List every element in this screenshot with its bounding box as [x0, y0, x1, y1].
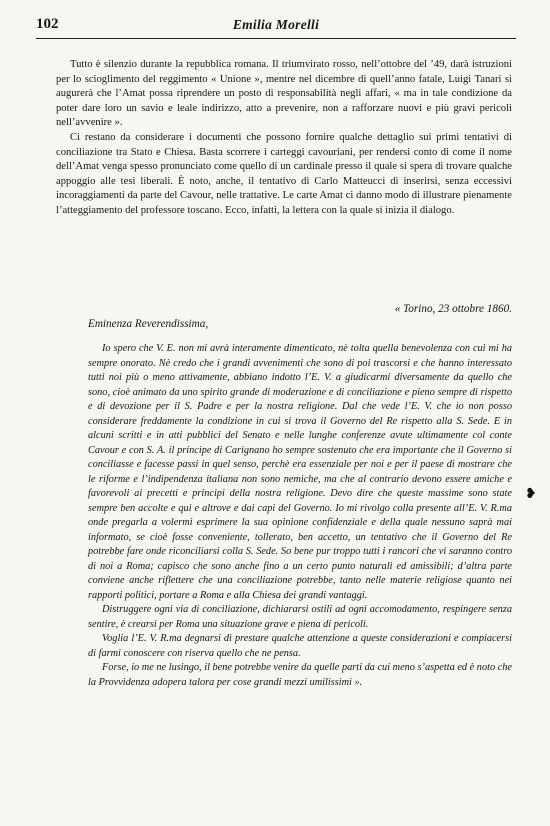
letter-dateline: « Torino, 23 ottobre 1860. [394, 303, 512, 315]
letter-salutation: Eminenza Reverendissima, [88, 318, 209, 330]
letter-paragraph-4: Forse, io me ne lusingo, il bene potrebbe venire da quelle parti da cui meno s’aspetta ed è noto che la Provvidenza adopera talora per cose grandi mezzi umilissimi ». [88, 662, 512, 688]
running-title: Emilia Morelli [232, 17, 320, 32]
body-paragraph-1: Tutto è silenzio durante la repubblica romana. Il triumvirato rosso, nell’ottobre del ’49, darà istruzioni per lo scioglimento del reggimento « Unione », mentre nel dicembre di quell’anno fatale, Luigi Tanari si augurerà che l’Amat possa riprendere un posto di responsabilità negli affari, « ma in tale condizione da poter dare loro un savio e leale indirizzo, atto a prevenire, non a rafforzare nuovi e più gravi pericoli nell’avvenire ». [56, 59, 512, 129]
margin-mark-icon: ❥ [525, 487, 537, 502]
running-head [36, 16, 516, 39]
letter-paragraph-2: Distruggere ogni via di conciliazione, dichiararsi ostili ad ogni accomodamento, respingere senza sentire, è crearsi per Roma una situazione grave e piena di pericoli. [88, 604, 512, 630]
body-paragraph-2: Ci restano da considerare i documenti che possono fornire qualche dettaglio sui primi tentativi di conciliazione tra Stato e Chiesa. Basta scorrere i carteggi cavouriani, per rendersi conto di come il nome dell’Amat venga spesso pronunciato come quello di un cardinale presso il quale si spera di trovare qualche appoggio alle tesi liberali. È noto, anche, il tentativo di Carlo Matteucci di inserirsi, senza eccessivi incoraggiamenti da parte del Cavour, nelle trattative. Le carte Amat ci danno modo di illustrare pienamente l’atteggiamento del professore toscano. Ecco, infatti, la lettera con la quale si inizia il dialogo. [56, 131, 512, 216]
page-number: 102 [36, 16, 59, 32]
body-text [56, 58, 512, 219]
letter-paragraph-1: Io spero che V. E. non mi avrà interamente dimenticato, nè tolta quella benevolenza con cui mi ha sempre onorato. Nè credo che i grandi avvenimenti che sono di poi trascorsi e che hanno interessato tutti noi più o meno attivamente, abbiano indotto l’E. V. a giudicarmi diversamente da quello che sono, cioè animato da uno spirito grande di moderazione e di conciliazione e pieno sempre di rispetto e di devozione per il S. Padre e per la nostra religione. Dal che vede l’E. V. che io non posso considerare freddamente la condizione in cui si trova il Governo del Re rispetto alla S. Sede. E in alcuni scritti e in atti pubblici del Senato e nelle lunghe conferenze avute ultimamente col conte Cavour e con S. A. il principe di Carignano ho sempre sostenuto che era importante che il Governo si conciliasse e facesse passi in quel senso, perchè era essenziale per noi e per il paese di mostrare che le riforme e l’indipendenza italiana non sono nemiche, ma che al contrario devono essere amiche e favorevoli ai precetti e principi della nostra religione. Devo dire che queste massime sono state sempre ben accolte e qui e altrove e dai capi del Governo. Io mi rivolgo colla presente all’E. V. R.ma onde pregarla a volermi esprimere la sua opinione confidenziale e della quale nessuno saprà mai informato, se cioè fosse conveniente, tollerato, ben accetto, un tentativo che il Governo del Re potrebbe fare onde riconciliarsi colla S. Sede. So bene pur troppo tutti i rancori che vi saranno contro di noi a Roma; capisco che sono anche fino a un certo punto naturali ed amissibili; d’altra parte conviene anche riflettere che una conciliazione potrebbe, tanto nelle materie religiose quanto nei rapporti politici, portare a Roma e alla Chiesa dei grandi vantaggi. [88, 343, 512, 601]
letter-paragraph-3: Voglia l’E. V. R.ma degnarsi di prestare qualche attenzione a queste considerazioni e compiacersi di farmi conoscere con riserva quello che ne pensa. [88, 633, 512, 659]
letter-body [88, 342, 512, 690]
